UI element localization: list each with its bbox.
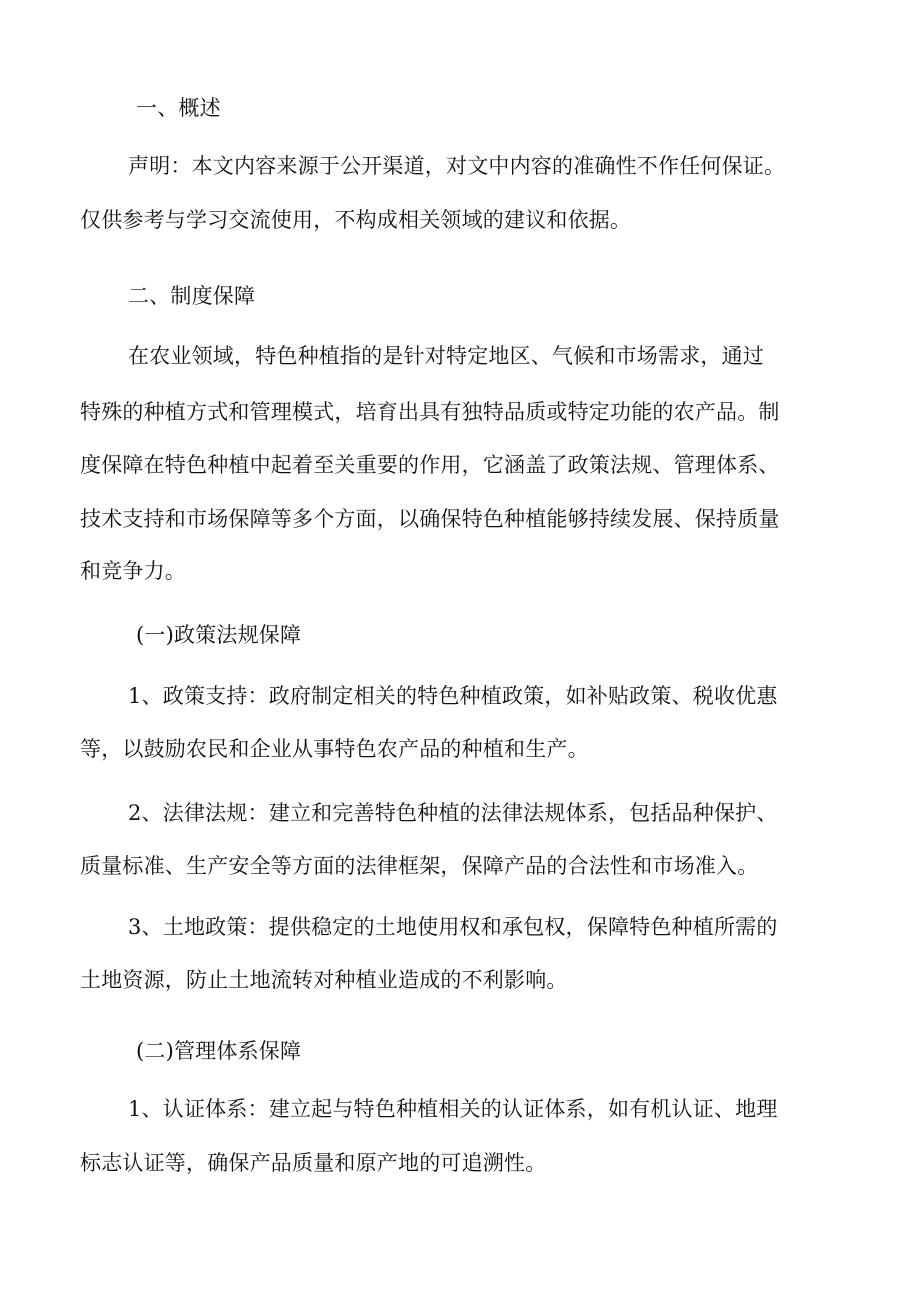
subsection-heading-policy: (一)政策法规保障	[136, 623, 302, 647]
intro-line-5: 和竞争力。	[80, 559, 186, 583]
intro-line-2: 特殊的种植方式和管理模式，培育出具有独特品质或特定功能的农产品。制	[80, 400, 780, 424]
policy-item-3-line-2: 土地资源，防止土地流转对种植业造成的不利影响。	[80, 968, 568, 992]
policy-item-1-line-2: 等，以鼓励农民和企业从事特色农产品的种植和生产。	[80, 737, 589, 761]
management-item-1-line-1: 1、认证体系：建立起与特色种植相关的认证体系，如有机认证、地理	[128, 1097, 778, 1121]
policy-item-2-line-1: 2、法律法规：建立和完善特色种植的法律法规体系，包括品种保护、	[128, 801, 778, 825]
management-item-1-line-2: 标志认证等，确保产品质量和原产地的可追溯性。	[80, 1151, 547, 1175]
intro-line-4: 技术支持和市场保障等多个方面，以确保特色种植能够持续发展、保持质量	[80, 507, 780, 531]
section-heading-system-guarantee: 二、制度保障	[128, 284, 256, 308]
disclaimer-line-1: 声明：本文内容来源于公开渠道，对文中内容的准确性不作任何保证。	[128, 154, 786, 178]
subsection-heading-management: (二)管理体系保障	[136, 1039, 302, 1063]
policy-item-3-line-1: 3、土地政策：提供稳定的土地使用权和承包权，保障特色种植所需的	[128, 915, 778, 939]
section-heading-overview: 一、概述	[136, 96, 221, 120]
disclaimer-line-2: 仅供参考与学习交流使用，不构成相关领域的建议和依据。	[80, 208, 632, 232]
intro-line-1: 在农业领域，特色种植指的是针对特定地区、气候和市场需求，通过	[128, 344, 764, 368]
policy-item-1-line-1: 1、政策支持：政府制定相关的特色种植政策，如补贴政策、税收优惠	[128, 684, 778, 708]
policy-item-2-line-2: 质量标准、生产安全等方面的法律框架，保障产品的合法性和市场准入。	[80, 854, 759, 878]
intro-line-3: 度保障在特色种植中起着至关重要的作用，它涵盖了政策法规、管理体系、	[80, 453, 780, 477]
